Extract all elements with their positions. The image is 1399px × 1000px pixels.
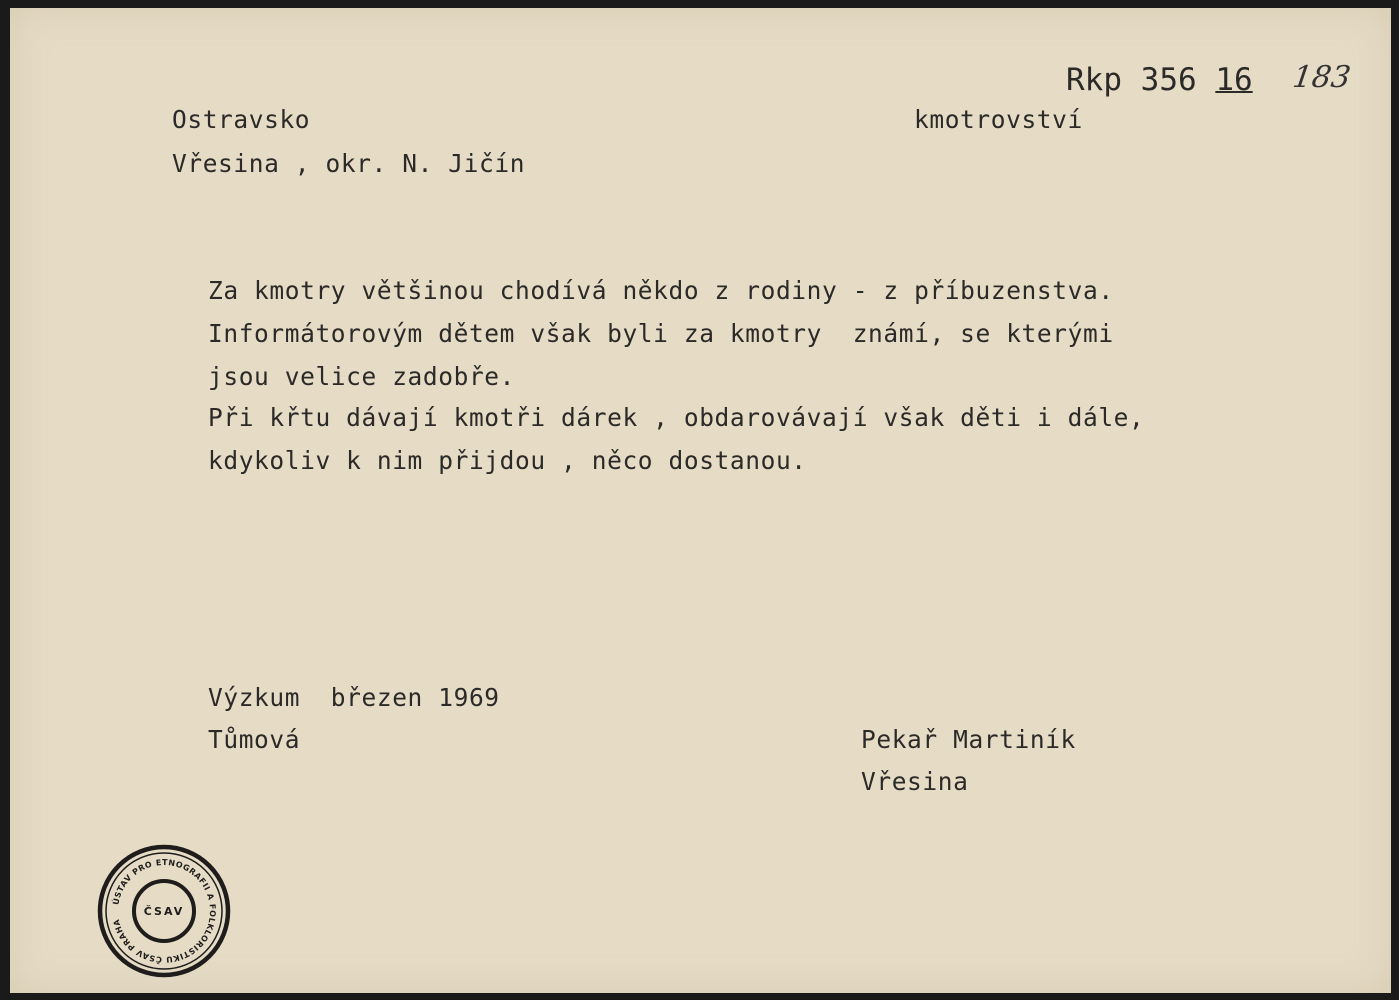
stamp-center-text: ČSAV (143, 905, 185, 918)
shelfmark (1066, 62, 1253, 98)
body-line: Za kmotry většinou chodívá někdo z rodiny - z příbuzenstva. (208, 276, 1114, 305)
shelfmark-prefix: Rkp 356 (1066, 62, 1197, 98)
stamp-outer-text: ÚSTAV PRO ETNOGRAFII A FOLKLORISTIKU ČSAV PRAHA (111, 857, 218, 965)
shelfmark-box: 1 (1215, 62, 1234, 98)
location-label: Vřesina , okr. N. Jičín (172, 149, 526, 178)
researcher-name: Tůmová (208, 725, 301, 754)
body-line: Při křtu dávají kmotři dárek , obdarovávají však děti i dále, (208, 403, 1145, 432)
topic-label: kmotrovství (914, 105, 1083, 134)
shelfmark-box-overstrike: 6 (1234, 62, 1253, 98)
handwritten-number: 183 (1290, 60, 1353, 95)
institute-stamp (96, 843, 232, 979)
research-date: Výzkum březen 1969 (208, 683, 500, 712)
body-line: jsou velice zadobře. (208, 362, 516, 391)
region-label: Ostravsko (172, 105, 311, 134)
informant-name: Pekař Martiník (861, 725, 1076, 754)
body-line: Informátorovým dětem však byli za kmotry známí, se kterými (208, 319, 1114, 348)
body-line: kdykoliv k nim přijdou , něco dostanou. (208, 446, 807, 475)
informant-place: Vřesina (861, 767, 969, 796)
